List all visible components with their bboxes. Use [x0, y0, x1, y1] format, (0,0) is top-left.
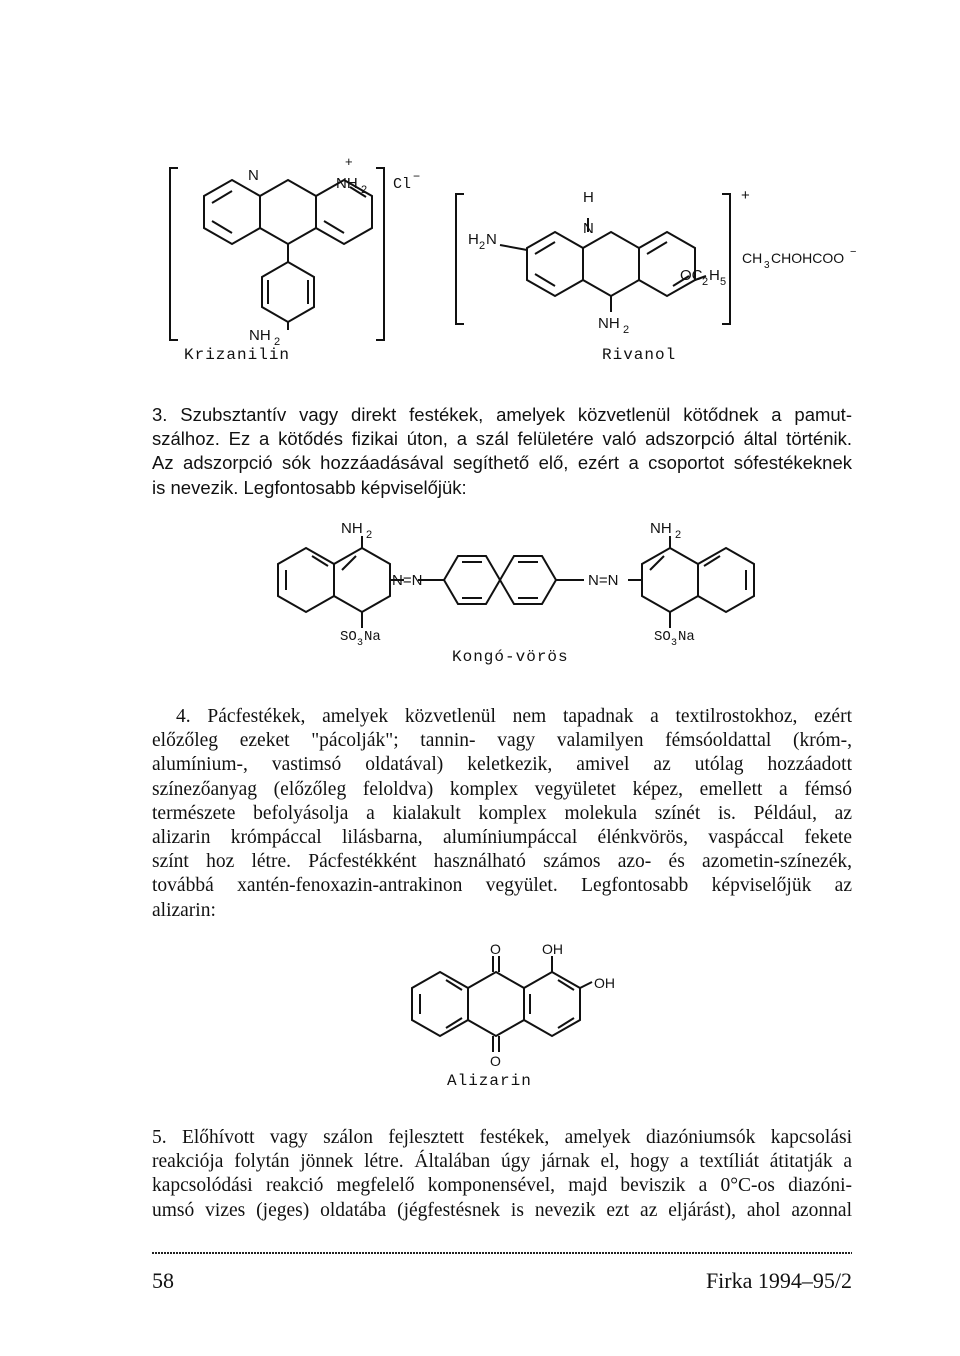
rivanol-ethoxy-sub2: 5 [720, 276, 727, 288]
paragraph-3-line: szálhoz. Ez a kötődés fizikai úton, a szál felületére való adszorpció által történik. [152, 428, 852, 450]
paragraph-4-line: természete befolyásolja a kialakult komplex molekula színét is. Például, az [152, 802, 852, 824]
kongo-sulfo-left-rest: Na [364, 629, 381, 645]
rivanol-n: N [583, 220, 594, 237]
rivanol-charge: + [741, 187, 750, 204]
alizarin-o-bottom: O [490, 1053, 501, 1069]
journal-title: Firka 1994–95/2 [705, 1268, 852, 1293]
kongo-sulfo-left-sub: 3 [357, 638, 364, 649]
kongo-ring-2 [334, 548, 390, 612]
kongo-azo-right: N=N [588, 572, 619, 589]
alizarin-o-top: O [490, 941, 501, 957]
rivanol-anion-charge: − [850, 246, 857, 258]
kongo-amine-left-sub: 2 [366, 529, 373, 541]
kongo-amine-right: NH [650, 520, 672, 537]
krizanilin-imine: NH [336, 175, 358, 192]
krizanilin-counterion: Cl [393, 176, 412, 193]
krizanilin-caption: Krizanilin [184, 346, 291, 364]
rivanol-anion-sub: 3 [764, 260, 770, 271]
rivanol-ethoxy-sub1: 2 [702, 276, 709, 288]
paragraph-3-line: 3. Szubsztantív vagy direkt festékek, amelyek közvetlenül kötődnek a pamut- [152, 404, 852, 425]
paragraph-4-line: alizarin: [152, 899, 216, 921]
page-number: 58 [152, 1268, 174, 1293]
paragraph-4 [152, 705, 852, 923]
rivanol-amine-left-sub: 2 [479, 240, 486, 252]
rivanol-ring-left [527, 232, 583, 296]
paragraph-4-line: színt hoz létre. Pácfestékként használható számos azo- és azometin-színezék, [152, 851, 852, 873]
rivanol-h: H [583, 189, 594, 206]
kongo-azo-left: N=N [392, 572, 423, 589]
paragraph-3 [152, 403, 852, 500]
paragraph-3-line: Az adszorpció sók hozzáadásával segíthető elő, ezért a csoportot sófestékeknek [152, 452, 852, 474]
rivanol-ethoxy-h: H [709, 267, 720, 284]
kongo-amine-right-sub: 2 [675, 529, 682, 541]
rivanol-amine-left-h: H [468, 231, 479, 248]
krizanilin-right-bracket [376, 168, 384, 340]
rivanol-amine-left-n: N [486, 231, 497, 248]
kongo-ring-3 [642, 548, 698, 612]
kongo-sulfo-right-rest: Na [678, 629, 695, 645]
paragraph-5 [152, 1126, 852, 1223]
rivanol-amine-bottom-sub: 2 [623, 324, 630, 336]
paragraph-4-line: 4. Pácfestékek, amelyek közvetlenül nem tapadnak a textilrostokhoz, ezért [176, 706, 852, 727]
paragraph-4-line: előzőleg ezeket "pácolják"; tannin- vagy valamilyen fémsóoldattal (króm-, [152, 730, 852, 752]
alizarin-oh-1: OH [542, 941, 563, 957]
paragraph-4-line: színezőanyag (előzőleg feloldva) komplex vegyületet képez, emellett a fémsó [152, 778, 852, 800]
krizanilin-amine-sub: 2 [274, 336, 281, 348]
paragraph-5-line: kapcsolódási reakció megfelelő komponensével, majd beviszik a 0°C-os diazóni- [152, 1175, 852, 1197]
krizanilin-ring-mid [260, 180, 316, 244]
kongo-amine-left: NH [341, 520, 363, 537]
krizanilin-charge: + [345, 154, 353, 169]
rivanol-ethoxy: OC [680, 267, 703, 284]
paragraph-4-line: alumínium-, vastimsó oldatával) keletkezik, amivel az utólag hozzáadott [152, 754, 852, 776]
alizarin-ring-right [524, 972, 580, 1036]
kongo-sulfo-right-sub: 3 [671, 638, 678, 649]
krizanilin-ring-n: N [248, 167, 259, 184]
rivanol-anion: CH [742, 250, 763, 266]
kongo-biphenyl-1 [444, 556, 500, 604]
paragraph-5-line: reakciója folytán jönnek létre. Általában úgy járnak el, hogy a textíliát átitatják a [152, 1151, 852, 1173]
rivanol-ring-mid [583, 232, 639, 296]
rivanol-ring-right [639, 232, 695, 296]
krizanilin-ring-left [204, 180, 260, 244]
paragraph-4-line: alizarin krómpáccal lilásbarna, alumíniumpáccal élénkvörös, vaspáccal fekete [152, 827, 852, 849]
rivanol-amine-bottom: NH [598, 315, 620, 332]
alizarin-caption: Alizarin [447, 1072, 532, 1090]
paragraph-3-line: is nevezik. Legfontosabb képviselőjük: [152, 476, 467, 498]
krizanilin-phenyl [262, 262, 314, 322]
alizarin-ring-mid [468, 972, 524, 1036]
krizanilin-left-bracket [170, 168, 178, 340]
rivanol-left-bracket [456, 194, 464, 324]
alizarin-oh-2: OH [594, 975, 615, 991]
footer-rule [152, 1252, 852, 1254]
kongo-sulfo-right: SO [654, 629, 671, 645]
rivanol-caption: Rivanol [602, 346, 677, 364]
rivanol-right-bracket [722, 194, 730, 324]
kongo-caption: Kongó-vörös [452, 648, 569, 666]
kongo-sulfo-left: SO [340, 629, 357, 645]
paragraph-5-line: 5. Előhívott vagy szálon fejlesztett festékek, amelyek diazóniumsók kapcsolási [152, 1127, 852, 1148]
krizanilin-imine-sub: 2 [361, 184, 368, 196]
krizanilin-counterion-charge: − [413, 169, 421, 183]
rivanol-anion-rest: CHOHCOO [771, 250, 845, 266]
paragraph-5-line: umsó vizes (jeges) oldatába (jégfestésnek is nevezik ezt az eljárást), ahol azonnal [152, 1199, 852, 1221]
kongo-biphenyl-2 [500, 556, 556, 604]
krizanilin-amine: NH [249, 327, 271, 344]
paragraph-4-line: továbbá xantén-fenoxazin-antrakinon vegyület. Legfontosabb képviselőjük az [152, 875, 852, 897]
